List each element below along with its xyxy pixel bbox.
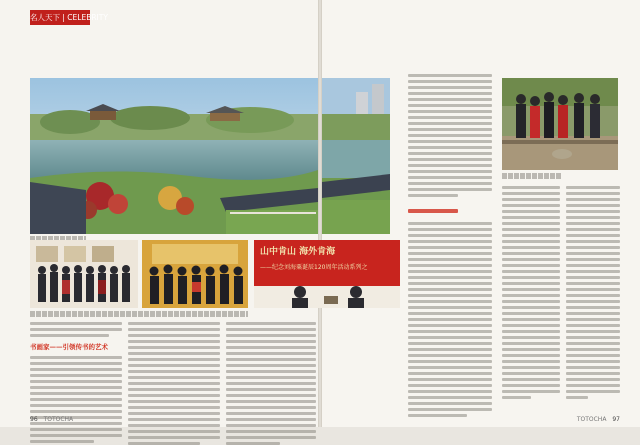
section-tag: 名人天下 | CELEBRITY [30, 10, 90, 25]
garden-continued-illustration [322, 78, 390, 234]
artists-group-photo [30, 240, 138, 308]
photo-row-caption [30, 311, 248, 317]
garden-illustration [30, 78, 318, 234]
right-page [260, 0, 640, 427]
right-page-number: TOTOCHA 97 [576, 416, 620, 423]
garden-photo-continued [322, 78, 390, 234]
left-column-1 [30, 322, 122, 443]
left-page [0, 0, 318, 427]
right-column-2 [502, 186, 560, 399]
group-with-dog-illustration [502, 78, 618, 170]
left-page-number: 96 TOTOCHA [30, 416, 74, 423]
artists-group-illustration [30, 240, 138, 308]
left-column-3 [226, 322, 316, 445]
section-heading: 书画家——引领传书的艺术 [30, 343, 108, 351]
garden-photo [30, 78, 318, 234]
ceremony-illustration [142, 240, 248, 308]
ceremony-photo [142, 240, 248, 308]
right-column-3 [566, 186, 620, 399]
banner-text-line1: 山中肯山 海外肯海 [260, 247, 336, 257]
banner-text-line2: ——纪念刘海粟诞辰120周年活动系列之 [260, 264, 368, 271]
banner-photo [254, 240, 400, 308]
group-photo-caption [502, 173, 562, 179]
right-column-1 [408, 74, 492, 417]
group-with-dog-photo [502, 78, 618, 170]
left-column-2 [128, 322, 220, 445]
